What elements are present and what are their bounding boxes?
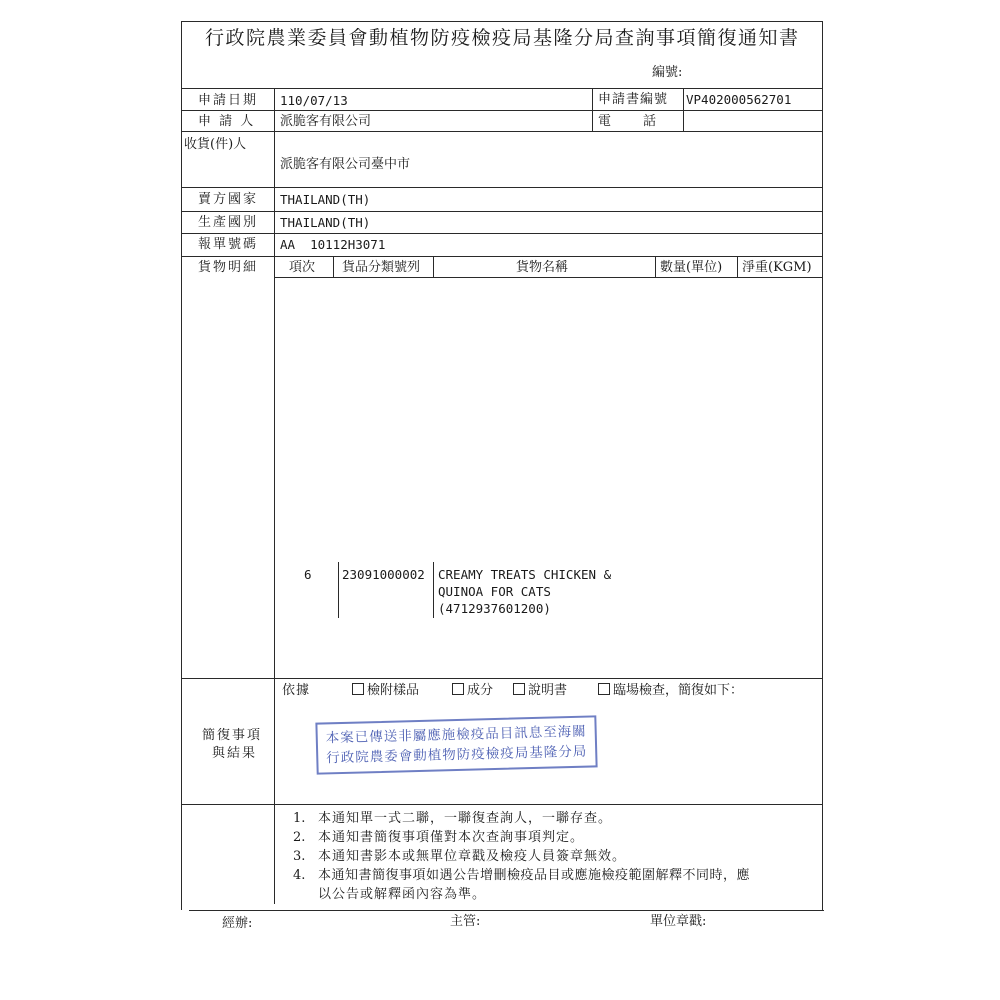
option-inspection: 臨場檢查，簡復如下： [598,683,743,699]
item-name-line: QUINOA FOR CATS [438,584,551,599]
rule [181,233,822,234]
application-date-value: 110/07/13 [280,93,348,108]
serial-label: 編號: [652,65,683,80]
frame-right [822,21,823,910]
checkbox-icon [452,683,464,695]
rule [181,678,822,679]
note-number: 2. [293,830,306,845]
option-ingredients: 成分 [452,683,493,699]
rule [181,88,822,89]
applicant-value: 派脆客有限公司 [280,114,372,129]
origin-country-value: THAILAND(TH) [280,215,371,230]
header-goods-name: 貨物名稱 [516,260,569,275]
origin-country-label: 生產國別 [198,215,259,230]
label-divider [274,88,275,904]
divider [737,256,738,277]
header-quantity: 數量(單位) [660,260,723,275]
note-text: 本通知書影本或無單位章戳及檢疫人員簽章無效。 [318,849,627,864]
phone-label: 電 話 [598,114,659,129]
divider [433,562,434,618]
item-hs-code: 23091000002 [342,567,425,582]
item-name-line: CREAMY TREATS CHICKEN & [438,567,612,582]
checkbox-icon [352,683,364,695]
declaration-no-value: AA 10112H3071 [280,237,386,252]
divider [655,256,656,277]
header-hs-code: 貨品分類號列 [342,260,421,275]
seller-country-label: 賣方國家 [198,192,259,207]
checkbox-icon [598,683,610,695]
frame-left [181,21,182,910]
note-number: 3. [293,849,306,864]
rule [181,804,822,805]
header-net-weight: 淨重(KGM) [742,260,812,275]
declaration-no-label: 報單號碼 [198,237,259,252]
frame-top [181,21,822,22]
stamp-line2: 行政院農委會動植物防疫檢疫局基隆分局 [326,743,588,767]
application-no-value: VP402000562701 [686,92,792,107]
note-number: 1. [293,811,306,826]
rule [181,110,822,111]
application-no-label: 申請書編號 [598,92,669,107]
form-title: 行政院農業委員會動植物防疫檢疫局基隆分局查詢事項簡復通知書 [205,27,800,49]
quarantine-stamp [315,715,597,774]
unit-seal-label: 單位章戳: [650,914,707,929]
option-manual: 說明書 [513,683,567,699]
applicant-label: 申 請 人 [198,114,256,129]
checkbox-icon [513,683,525,695]
note-number: 4. [293,868,306,883]
rule [181,131,822,132]
rule [181,211,822,212]
consignee-value: 派脆客有限公司臺中市 [280,157,411,172]
note-text: 以公告或解釋函內容為準。 [318,887,487,902]
goods-label: 貨物明細 [198,260,259,275]
divider [592,88,593,131]
frame-bottom [189,910,824,911]
note-text: 本通知書簡復事項如遇公告增刪檢疫品目或應施檢疫範圍解釋不同時，應 [318,868,751,883]
stamp-line1: 本案已傳送非屬應施檢疫品目訊息至海關 [325,723,587,747]
reply-label-line1: 簡復事項 [202,728,263,743]
application-date-label: 申請日期 [198,93,259,108]
seller-country-value: THAILAND(TH) [280,192,371,207]
reply-label-line2: 與結果 [212,746,258,761]
item-name-line: (4712937601200) [438,601,551,616]
note-text: 本通知書簡復事項僅對本次查詢事項判定。 [318,830,585,845]
option-samples: 檢附樣品 [352,683,419,699]
header-item-no: 項次 [289,260,316,275]
handler-label: 經辦: [222,916,253,931]
rule [181,256,822,257]
consignee-label: 收貨(件)人 [184,137,247,152]
supervisor-label: 主管: [450,914,481,929]
divider [333,256,334,277]
note-text: 本通知單一式二聯，一聯復查詢人，一聯存查。 [318,811,613,826]
rule [274,277,822,278]
divider [433,256,434,277]
divider [683,88,684,131]
divider [338,562,339,618]
item-number: 6 [304,567,312,582]
basis-label: 依據 [282,683,311,698]
rule [181,187,822,188]
